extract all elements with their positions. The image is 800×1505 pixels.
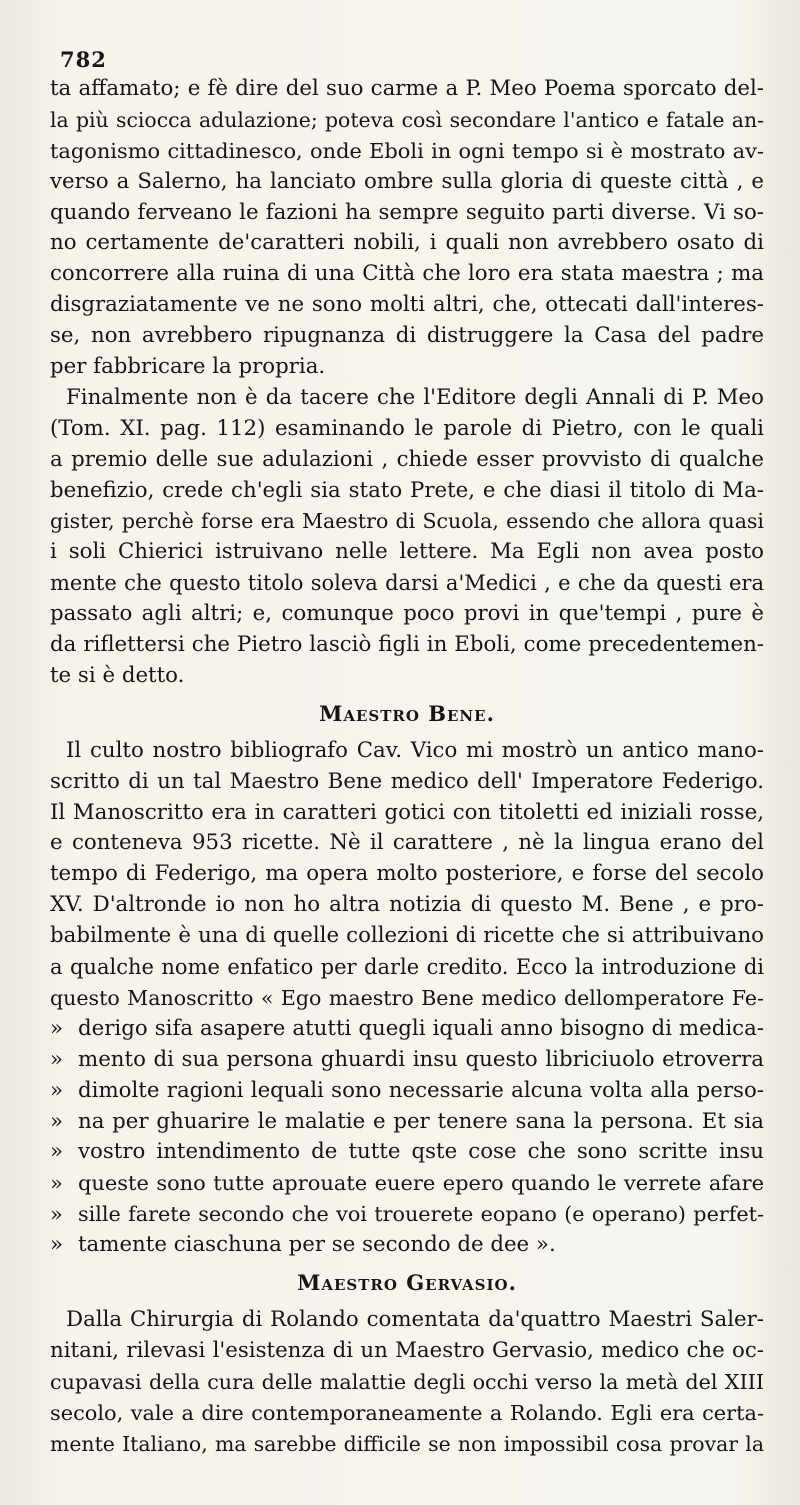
quote-text: sille farete secondo che voi trouerete eopano (e operano) perfet- — [78, 1202, 764, 1227]
text-line: quando ferveano le fazioni ha sempre seguito parti diverse. Vi so- — [50, 199, 764, 225]
quote-line — [50, 1199, 764, 1230]
text-line: XV. D'altronde io non ho altra notizia di questo M. Bene , e pro- — [50, 892, 764, 918]
body-text — [50, 74, 764, 1459]
quote-line — [50, 1168, 764, 1199]
text-line: concorrere alla ruina di una Città che loro era stata maestra ; ma — [50, 261, 764, 287]
quote-mark: » — [50, 1015, 64, 1041]
page-number: 782 — [60, 47, 107, 72]
text-line: a qualche nome enfatico per darle credito. Ecco la introduzione di — [50, 954, 764, 980]
text-line: la più sciocca adulazione; poteva così secondare l'antico e fatale an- — [50, 107, 764, 132]
text-line: Dalla Chirurgia di Rolando comentata da'quattro Maestri Saler- — [66, 1306, 764, 1332]
text-line: per fabbricare la propria. — [50, 354, 326, 380]
quote-text: derigo sifa asapere atutti quegli iquali anno bisogno di medica- — [78, 1015, 764, 1041]
text-line: mente Italiano, ma sarebbe difficile se non impossibil cosa provar la — [50, 1431, 764, 1456]
quote-line — [50, 1137, 764, 1168]
text-line: gister, perchè forse era Maestro di Scuola, essendo che allora quasi — [50, 509, 764, 534]
paragraph-2 — [50, 383, 764, 692]
text-line: benefizio, crede ch'egli sia stato Prete, e che diasi il titolo di Ma- — [50, 477, 764, 503]
text-line: secolo, vale a dire contemporaneamente a Rolando. Egli era certa- — [50, 1400, 764, 1425]
quote-line — [50, 1014, 764, 1045]
text-line: babilmente è una di quelle collezioni di ricette che si attribuivano — [50, 923, 764, 949]
quote-text: tamente ciaschuna per se secondo de dee ». — [78, 1232, 556, 1258]
text-line: Finalmente non è da tacere che l'Editore degli Annali di P. Meo — [66, 384, 764, 410]
quote-mark: » — [50, 1171, 63, 1196]
text-line: tempo di Federigo, ma opera molto posteriore, e forse del secolo — [50, 861, 764, 887]
text-line: cupavasi della cura delle malattie degli occhi verso la metà del XIII — [50, 1369, 764, 1394]
text-line: verso a Salerno, ha lanciato ombre sulla gloria di queste città , e — [50, 168, 764, 194]
paragraph-4 — [50, 1305, 764, 1459]
text-line: passato agli altri; e, comunque poco provi in que'tempi , pure è — [50, 601, 764, 627]
text-line: nitani, rilevasi l'esistenza di un Maestro Gervasio, medico che oc- — [50, 1337, 764, 1363]
section-heading-maestro-bene: Maestro Bene. — [319, 700, 495, 726]
quote-text: dimolte ragioni lequali sono necessarie alcuna volta alla perso- — [78, 1077, 764, 1103]
quote-line — [50, 1107, 764, 1138]
quote-line — [50, 1230, 764, 1261]
quote-mark: » — [50, 1202, 63, 1227]
quote-text: queste sono tutte aprouate euere epero quando le verrete afare — [78, 1171, 764, 1196]
text-line: i soli Chierici istruivano nelle lettere. Ma Egli non avea posto — [50, 539, 764, 565]
text-line: scritto di un tal Maestro Bene medico dell' Imperatore Federigo. — [50, 768, 764, 794]
text-line: Il culto nostro bibliografo Cav. Vico mi mostrò un antico mano- — [66, 737, 764, 763]
quote-text: mento di sua persona ghuardi insu questo libriciuolo etroverra — [78, 1046, 764, 1072]
text-line: te si è detto. — [50, 662, 185, 688]
text-line: ta affamato; e fè dire del suo carme a P. Meo Poema sporcato del- — [50, 76, 764, 101]
quote-text: na per ghuarire le malatie e per tenere sana la persona. Et sia — [78, 1108, 764, 1134]
paragraph-1 — [50, 74, 764, 383]
text-line: (Tom. XI. pag. 112) esaminando le parole di Pietro, con le quali — [50, 415, 764, 441]
quote-text: vostro intendimento de tutte qste cose che sono scritte insu — [78, 1139, 764, 1165]
quote-mark: » — [50, 1077, 64, 1103]
text-line: a premio delle sue adulazioni , chiede esser provvisto di qualche — [50, 446, 764, 472]
text-line: da riflettersi che Pietro lasciò figli in Eboli, come precedentemen- — [50, 632, 764, 658]
text-line: mente che questo titolo soleva darsi a'Medici , e che da questi era — [50, 570, 764, 596]
quote-mark: » — [50, 1139, 64, 1165]
quote-mark: » — [50, 1232, 64, 1258]
text-line: questo Manoscritto « Ego maestro Bene medico dellomperatore Fe- — [50, 985, 764, 1010]
text-line: tagonismo cittadinesco, onde Eboli in ogni tempo si è mostrato av- — [50, 138, 764, 163]
text-line: se, non avrebbero ripugnanza di distruggere la Casa del padre — [50, 323, 764, 349]
quotation-block — [50, 1014, 764, 1261]
quote-mark: » — [50, 1108, 64, 1134]
quote-line — [50, 1045, 764, 1076]
text-line: no certamente de'caratteri nobili, i quali non avrebbero osato di — [50, 230, 764, 256]
text-line: Il Manoscritto era in caratteri gotici con titoletti ed iniziali rosse, — [50, 799, 764, 825]
quote-line — [50, 1076, 764, 1107]
quote-mark: » — [50, 1046, 64, 1072]
section-heading-maestro-gervasio: Maestro Gervasio. — [297, 1269, 517, 1295]
paragraph-3 — [50, 736, 764, 1014]
text-line: disgraziatamente ve ne sono molti altri, che, ottecati dall'interes- — [50, 292, 764, 318]
text-line: e conteneva 953 ricette. Nè il carattere , nè la lingua erano del — [50, 830, 764, 856]
